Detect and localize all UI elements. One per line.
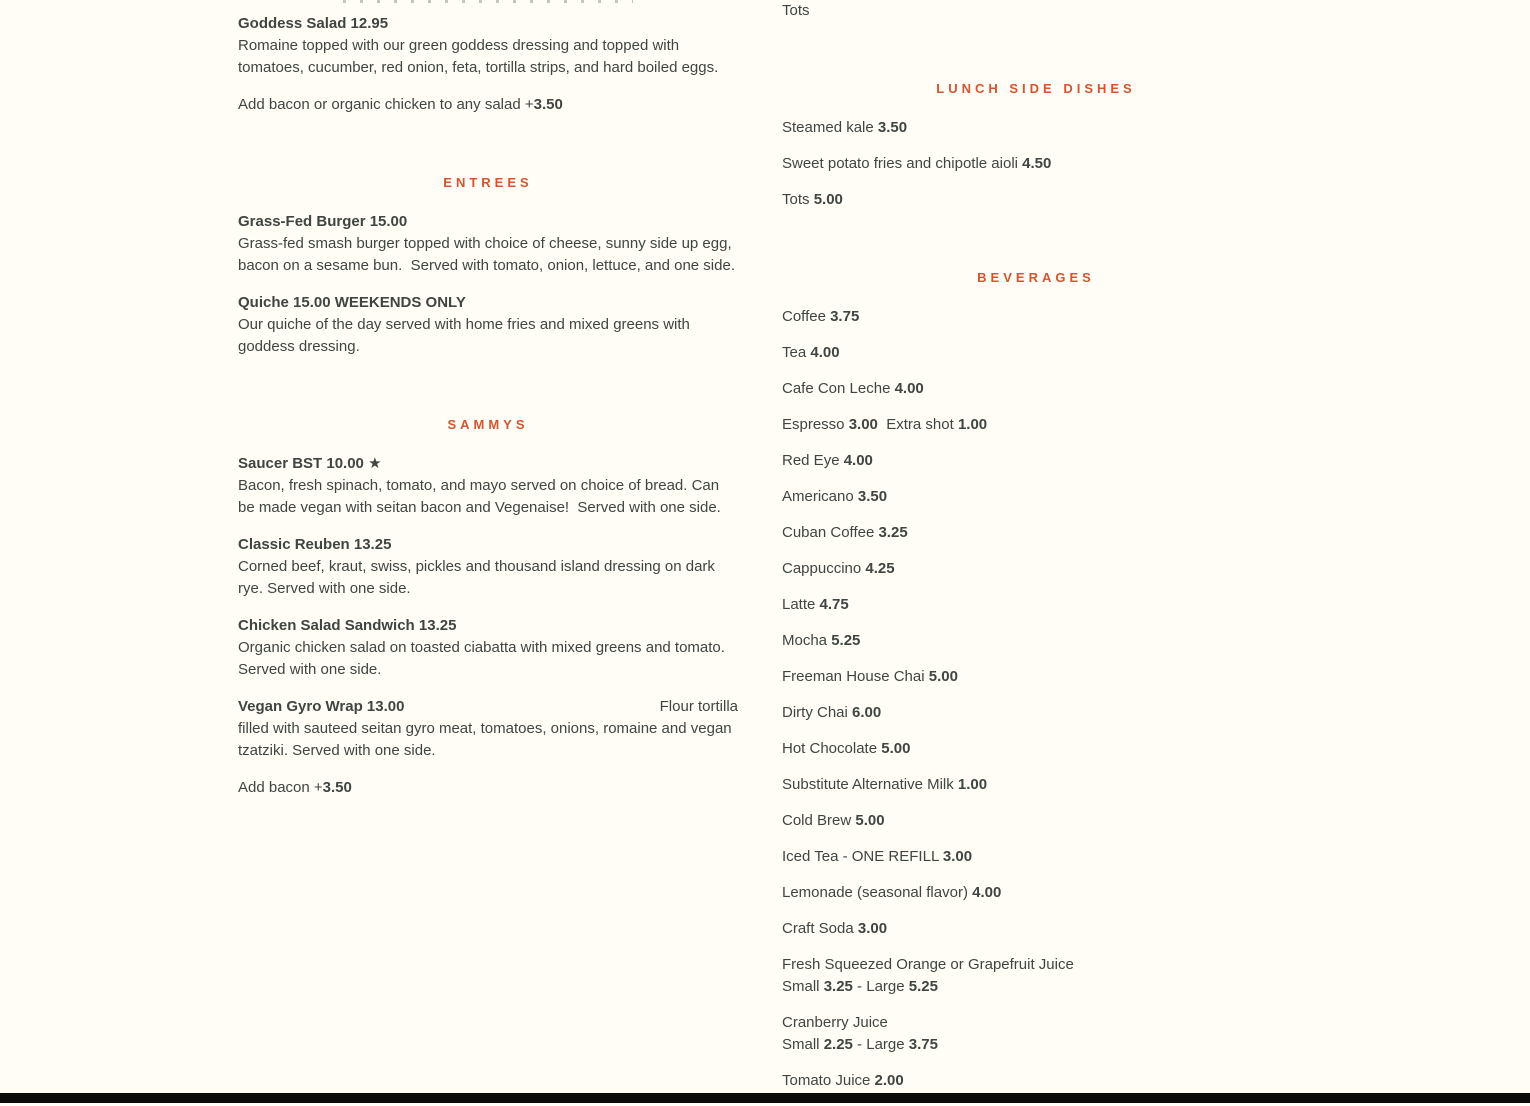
menu-item-text: Extra shot — [877, 416, 958, 433]
menu-item-price: 4.50 — [1022, 155, 1052, 172]
menu-item-title: Saucer BST 10.00 ★ — [238, 455, 382, 472]
menu-item-price: 3.75 — [908, 1036, 938, 1053]
section-heading: BEVERAGES — [977, 270, 1095, 285]
menu-item — [238, 615, 738, 681]
section-heading: SAMMYS — [447, 417, 529, 432]
menu-item-price: 5.00 — [928, 668, 958, 685]
menu-item-price: 3.00 — [942, 848, 973, 865]
menu-item-text: Sweet potato fries and chipotle aioli — [782, 155, 1023, 172]
menu-item — [238, 777, 738, 799]
menu-item-text: Latte — [782, 596, 820, 613]
menu-item-title-row — [238, 453, 738, 475]
menu-item-price: 4.00 — [843, 452, 873, 469]
menu-item-description: Romaine topped with our green goddess dressing and topped with tomatoes, cucumber, red onion, feta, tortilla strips, and hard boiled eggs. — [238, 37, 719, 76]
menu-item-price: 5.00 — [855, 812, 885, 829]
menu-item-price: 5.25 — [908, 978, 938, 995]
menu-item — [782, 954, 1290, 998]
menu-item — [782, 0, 1290, 22]
menu-item-text: Dirty Chai — [782, 704, 853, 721]
menu-item — [782, 153, 1290, 175]
menu-item — [782, 558, 1290, 580]
menu-item — [782, 486, 1290, 508]
menu-item-price: 3.00 — [857, 920, 888, 937]
menu-item-title: Quiche 15.00 WEEKENDS ONLY — [238, 294, 466, 311]
menu-item-price: 5.00 — [813, 191, 843, 208]
menu-item-text: Red Eye — [782, 452, 844, 469]
menu-item-text: Coffee — [782, 308, 831, 325]
menu-section — [782, 268, 1290, 1092]
menu-item — [782, 774, 1290, 796]
menu-item-text: Tomato Juice — [782, 1072, 875, 1089]
menu-item-price: 4.00 — [810, 344, 840, 361]
menu-item-text: Cafe Con Leche — [782, 380, 895, 397]
menu-item-title-row — [238, 13, 738, 35]
menu-item — [782, 882, 1290, 904]
menu-item-text: Substitute Alternative Milk — [782, 776, 958, 793]
menu-item-title-row — [238, 696, 738, 718]
menu-item-price: 5.00 — [881, 740, 911, 757]
menu-item — [782, 342, 1290, 364]
menu-item-text: Craft Soda — [782, 920, 858, 937]
menu-item — [782, 306, 1290, 328]
menu-item-price: 2.25 — [823, 1036, 853, 1053]
section-heading: LUNCH SIDE DISHES — [936, 81, 1136, 96]
menu-item — [782, 630, 1290, 652]
menu-item-text: Cuban Coffee — [782, 524, 879, 541]
menu-item-text: Tea — [782, 344, 811, 361]
menu-item-description: Our quiche of the day served with home fries and mixed greens with goddess dressing. — [238, 316, 690, 355]
menu-item — [782, 1070, 1290, 1092]
menu-item-price: 4.75 — [819, 596, 849, 613]
section-heading: ENTREES — [443, 175, 533, 190]
menu-item-text: Small — [782, 1036, 824, 1053]
menu-item — [782, 522, 1290, 544]
menu-item-text: - Large — [852, 1036, 909, 1053]
menu-item-text: Americano — [782, 488, 858, 505]
menu-item — [238, 211, 738, 277]
menu-item — [782, 117, 1290, 139]
menu-item-text: Steamed kale — [782, 119, 878, 136]
menu-item-text: Hot Chocolate — [782, 740, 882, 757]
menu-item-text: - Large — [852, 978, 909, 995]
menu-item — [782, 918, 1290, 940]
menu-item-description: Organic chicken salad on toasted ciabatta with mixed greens and tomato. Served with one side. — [238, 639, 725, 678]
menu-item — [782, 594, 1290, 616]
menu-item — [238, 13, 738, 79]
menu-item-title: Classic Reuben 13.25 — [238, 536, 392, 553]
menu-item-description: Corned beef, kraut, swiss, pickles and thousand island dressing on dark rye. Served with one side. — [238, 558, 715, 597]
menu-item-price: 2.00 — [874, 1072, 904, 1089]
menu-item-text: Cold Brew — [782, 812, 856, 829]
menu-item-price: 6.00 — [852, 704, 882, 721]
menu-item — [238, 453, 738, 519]
menu-item — [782, 702, 1290, 724]
menu-item — [782, 738, 1290, 760]
menu-item — [782, 666, 1290, 688]
menu-item-text: Freeman House Chai — [782, 668, 929, 685]
menu-item — [782, 414, 1290, 436]
menu-item-text: Lemonade (seasonal flavor) — [782, 884, 973, 901]
menu-item-text: Iced Tea - ONE REFILL — [782, 848, 943, 865]
menu-item-title: Chicken Salad Sandwich 13.25 — [238, 617, 457, 634]
menu-item-description: Bacon, fresh spinach, tomato, and mayo served on choice of bread. Can be made vegan with seitan bacon and Vegenaise! Served with one side. — [238, 477, 721, 516]
menu-section — [782, 79, 1290, 211]
menu-item-price: 3.50 — [533, 96, 563, 113]
menu-item — [782, 1012, 1290, 1056]
menu-item-price: 3.25 — [878, 524, 908, 541]
menu-item-price: 1.00 — [957, 416, 988, 433]
menu-item-text: Tots — [782, 2, 810, 19]
menu-item-description: filled with sauteed seitan gyro meat, tomatoes, onions, romaine and vegan tzatziki. Served with one side. — [238, 720, 732, 759]
menu-item — [782, 450, 1290, 472]
menu-item-price: 4.00 — [972, 884, 1002, 901]
menu-item — [782, 378, 1290, 400]
menu-item-title: Grass-Fed Burger 15.00 — [238, 213, 408, 230]
menu-item — [782, 810, 1290, 832]
menu-item — [238, 94, 738, 116]
menu-item — [238, 292, 738, 358]
menu-item — [782, 189, 1290, 211]
menu-item-text: Add bacon + — [238, 779, 323, 796]
menu-item — [782, 846, 1290, 868]
menu-item-text: Tots — [782, 191, 814, 208]
menu-item-text: Fresh Squeezed Orange or Grapefruit Juice — [782, 956, 1074, 973]
menu-item-price: 3.50 — [877, 119, 908, 136]
menu-item-title: Goddess Salad 12.95 — [238, 15, 389, 32]
menu-item-title-note: Flour tortilla — [659, 698, 738, 715]
menu-section — [238, 13, 738, 116]
menu-item-title-row — [238, 534, 738, 556]
menu-item-price: 4.00 — [894, 380, 924, 397]
menu-item-price: 3.00 — [848, 416, 878, 433]
footer-bar — [0, 1093, 1530, 1103]
menu-column-left — [238, 0, 738, 813]
menu-item-price: 3.75 — [830, 308, 860, 325]
menu-item-text: Mocha — [782, 632, 832, 649]
menu-item-text: Add bacon or organic chicken to any salad + — [238, 96, 534, 113]
menu-item-price: 3.50 — [322, 779, 352, 796]
menu-item — [238, 696, 738, 762]
menu-item-price: 4.25 — [865, 560, 895, 577]
menu-item-text: Cappuccino — [782, 560, 866, 577]
menu-item-price: 5.25 — [831, 632, 861, 649]
menu-item-title: Vegan Gyro Wrap 13.00 — [238, 698, 405, 715]
menu-item — [238, 534, 738, 600]
menu-item-title-row — [238, 292, 738, 314]
menu-item-text: Small — [782, 978, 824, 995]
menu-section — [238, 415, 738, 799]
clipped-heading-fragment — [343, 0, 633, 3]
menu-item-text: Espresso — [782, 416, 849, 433]
menu-item-title-row — [238, 211, 738, 233]
menu-item-price: 3.50 — [857, 488, 888, 505]
menu-item-price: 3.25 — [823, 978, 853, 995]
menu-section — [782, 0, 1290, 22]
menu-item-price: 1.00 — [957, 776, 988, 793]
menu-column-right — [782, 0, 1290, 1106]
menu-item-description: Grass-fed smash burger topped with choice of cheese, sunny side up egg, bacon on a sesame bun. Served with tomato, onion, lettuce, and one side. — [238, 235, 735, 274]
menu-item-title-row — [238, 615, 738, 637]
menu-section — [238, 173, 738, 358]
menu-item-text: Cranberry Juice — [782, 1014, 888, 1031]
